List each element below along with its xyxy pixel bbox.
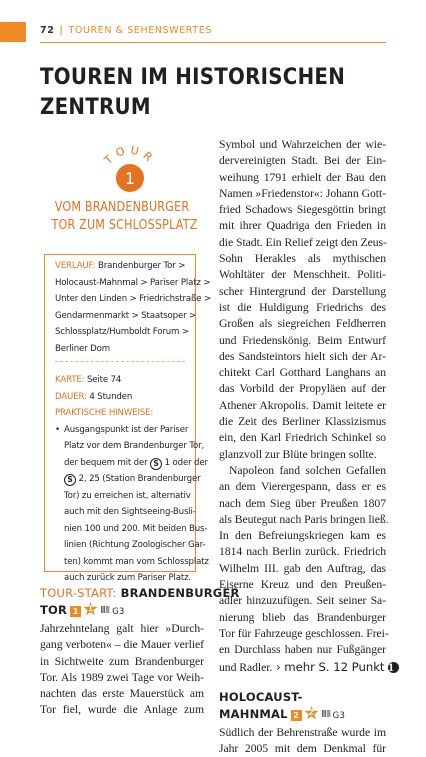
text-line-with-reference	[219, 659, 394, 676]
verlauf-line: Schlossplatz/Humboldt Forum >	[55, 327, 189, 337]
map-book-icon	[322, 709, 331, 718]
text-line: Wilhelm III. gab den Auftrag, das	[219, 561, 386, 575]
text-line: in Sichtweite zum Brandenburger	[40, 654, 204, 668]
holocaust-heading	[219, 689, 386, 706]
route-title	[40, 199, 204, 235]
paragraph-quadriga	[219, 137, 386, 463]
text-line: Tor fiel, wurde die Anlage zum	[40, 703, 204, 717]
text-line: nierung blieb das Brandenburger	[219, 610, 386, 624]
reference-number-icon: 1	[388, 662, 399, 673]
text-line: fried Schadows Siegesgöttin bringt	[219, 203, 386, 217]
tour-start-heading-line-2	[40, 602, 204, 621]
map-marker-square-icon: 2	[291, 710, 302, 721]
hinweise-line	[55, 422, 195, 439]
page-tab-marker	[0, 22, 26, 42]
text-line: nach dem Sieg über Preußen 1807	[219, 496, 386, 510]
text-line: ist die Huldigung Friedrichs des	[219, 300, 386, 314]
hinweise-line: ten) kommt man vom Schlossplatz	[64, 556, 209, 567]
karte-value: Seite 74	[84, 375, 122, 385]
text-line: und Friedenskönig. Beim Entwurf	[219, 333, 386, 347]
section-title: TOUREN & SEHENSWERTES	[68, 25, 212, 36]
verlauf-value: Brandenburger Tor >	[95, 261, 186, 271]
header-rule	[40, 42, 386, 43]
text-line: gang verboten« – die Mauer verlief	[40, 638, 204, 652]
text-fragment: und Radler.	[219, 660, 273, 674]
cross-reference-link[interactable]: › mehr S. 12 Punkt	[272, 659, 389, 674]
grid-reference: G3	[332, 710, 346, 721]
hinweise-line: nien 100 und 200. Mit beiden Bus-	[64, 523, 208, 534]
dauer-line	[55, 389, 195, 406]
text-line: en Durchlass haben nur Fußgänger	[219, 643, 386, 657]
sbahn-icon: S	[64, 474, 76, 486]
page-title-line-2: ZENTRUM	[40, 94, 151, 120]
text-line: glanzvoll zur Blüte bringen sollte.	[219, 447, 377, 461]
tour-badge-number: 1	[124, 169, 136, 188]
highlight-star-number: 1	[87, 604, 94, 613]
header-separator: |	[59, 25, 64, 36]
text-line: Eiserne Kreuz und den Preußen-	[219, 578, 386, 592]
text-line: mit ihrer Quadriga den Frieden in	[219, 219, 386, 233]
hinweise-line	[55, 455, 208, 472]
verlauf-line: Gendarmenmarkt > Staatsoper >	[55, 310, 197, 321]
hinweise-line: auch mit den Sightseeing-Busli-	[64, 507, 196, 517]
hinweise-text: 1 oder der	[162, 457, 208, 468]
text-line: Napoleon fand solchen Gefallen	[229, 463, 386, 477]
text-line: chitekt Carl Gotthard Langhans an	[219, 366, 386, 380]
hinweise-text: Ausgangspunkt ist der Pariser	[64, 424, 189, 435]
text-line: Sohn Herakles als mythischen	[219, 252, 386, 266]
hinweise-label: PRAKTISCHE HINWEISE:	[55, 408, 154, 418]
text-line: Südlich der Behrenstraße wurde im	[219, 725, 386, 739]
info-divider	[55, 361, 185, 372]
page-title	[40, 62, 357, 122]
sbahn-icon: S	[150, 458, 162, 470]
tour-badge	[86, 136, 174, 196]
text-line: In den Befreiungskriegen kam es	[219, 529, 386, 543]
dauer-label: DAUER:	[55, 391, 87, 402]
text-line: Jahrzehntelang galt hier »Durch-	[40, 622, 204, 635]
info-box	[44, 254, 212, 583]
page-title-line-1: TOUREN IM HISTORISCHEN	[40, 64, 346, 90]
map-marker-square-icon: 1	[70, 606, 81, 617]
tour-start-label: TOUR-START:	[40, 586, 117, 600]
highlight-star-number: 2	[308, 707, 314, 717]
text-line: Tor für Fahrzeuge geschlossen. Frei-	[219, 626, 389, 640]
grid-reference: G3	[112, 607, 125, 617]
hinweise-text: der bequem mit der	[64, 457, 151, 468]
text-line: die Stadt. Ein Relief zeigt den Zeus-	[219, 235, 387, 249]
verlauf-line: Holocaust-Mahnmal > Pariser Platz >	[55, 277, 211, 288]
route-title-line-1: VOM BRANDENBURGER	[54, 200, 190, 215]
text-line: das Vorbild der Propyläen auf der	[219, 382, 386, 396]
highlight-star-icon	[83, 602, 98, 616]
hinweise-text: 2, 25 (Station Brandenburger	[76, 474, 201, 484]
tour-start-name: BRANDENBURGER	[116, 586, 240, 600]
left-column-text	[40, 585, 240, 719]
holocaust-heading-line-1: HOLOCAUST-	[219, 689, 303, 704]
text-line: adler hinzuzufügen. Seit seiner Sa-	[219, 594, 386, 608]
text-line: an dem Vierergespann, dass er es	[219, 480, 386, 494]
map-book-icon	[101, 605, 110, 614]
hinweise-line: Platz vor dem Brandenburger Tor,	[64, 441, 205, 451]
text-line: Jahr 2005 mit dem Denkmal für	[219, 742, 386, 756]
text-line: Athener Akropolis. Damit leitete er	[219, 398, 386, 412]
text-line: Großen als siegreichen Feldherren	[219, 317, 386, 331]
text-line: Tor. Als 1989 zwei Tage vor Weih-	[40, 670, 204, 684]
karte-line	[55, 372, 195, 389]
verlauf-line: Berliner Dom	[55, 343, 110, 354]
text-line: scher Hintergrund der Darstellung	[219, 284, 386, 298]
tour-start-heading	[40, 585, 240, 602]
holocaust-paragraph	[219, 725, 386, 757]
verlauf-label: VERLAUF:	[55, 261, 96, 271]
paragraph-napoleon	[219, 463, 394, 676]
karte-label: KARTE:	[55, 375, 85, 385]
hinweise-line: auch zurück zum Pariser Platz.	[64, 573, 192, 583]
holocaust-name: MAHNMAL	[219, 706, 288, 721]
text-line: Namen »Friedenstor«: Johann Gott-	[219, 186, 386, 200]
text-line: Wohltäter der Menschheit. Politi-	[219, 268, 386, 282]
hinweise-line	[55, 471, 201, 488]
verlauf-line	[55, 258, 195, 275]
right-column-text	[219, 137, 394, 757]
text-line: 1814 nach Berlin zurück. Friedrich	[219, 545, 386, 559]
highlight-star-icon	[304, 706, 319, 720]
bullet-icon: •	[55, 424, 60, 435]
text-line: des Sandsteintors hielt sich der Ar-	[219, 349, 386, 363]
hinweise-label-line	[55, 405, 195, 422]
text-line: ein, den Karl Friedrich Schinkel so	[219, 431, 386, 445]
text-line: die Zeit des Berliner Klassizismus	[219, 415, 386, 429]
text-line: weihung 1791 erhielt der Bau den	[219, 170, 386, 184]
route-title-line-2: TOR ZUM SCHLOSSPLATZ	[51, 218, 198, 233]
page-number: 72	[40, 25, 55, 36]
hinweise-line: linien (Richtung Zoologischer Gar-	[64, 540, 206, 550]
text-line: Symbol und Wahrzeichen der wie-	[219, 138, 386, 151]
text-line: nachten das erste Mauerstück am	[40, 687, 204, 701]
tour-start-name-2: TOR	[40, 603, 68, 617]
dauer-value: 4 Stunden	[86, 391, 133, 402]
tour-start-paragraph	[40, 621, 204, 719]
holocaust-heading-line-2	[219, 706, 386, 725]
tour-badge-label-path: TOUR	[101, 143, 159, 167]
text-line: als Beutegut nach Paris bringen ließ.	[219, 512, 389, 526]
text-line: dervereinigten Stadt. Bei der Ein-	[219, 154, 386, 168]
verlauf-line: Unter den Linden > Friedrichstraße >	[55, 294, 212, 304]
hinweise-line: Tor) zu erreichen ist, alternativ	[64, 490, 191, 501]
running-header	[40, 23, 212, 39]
